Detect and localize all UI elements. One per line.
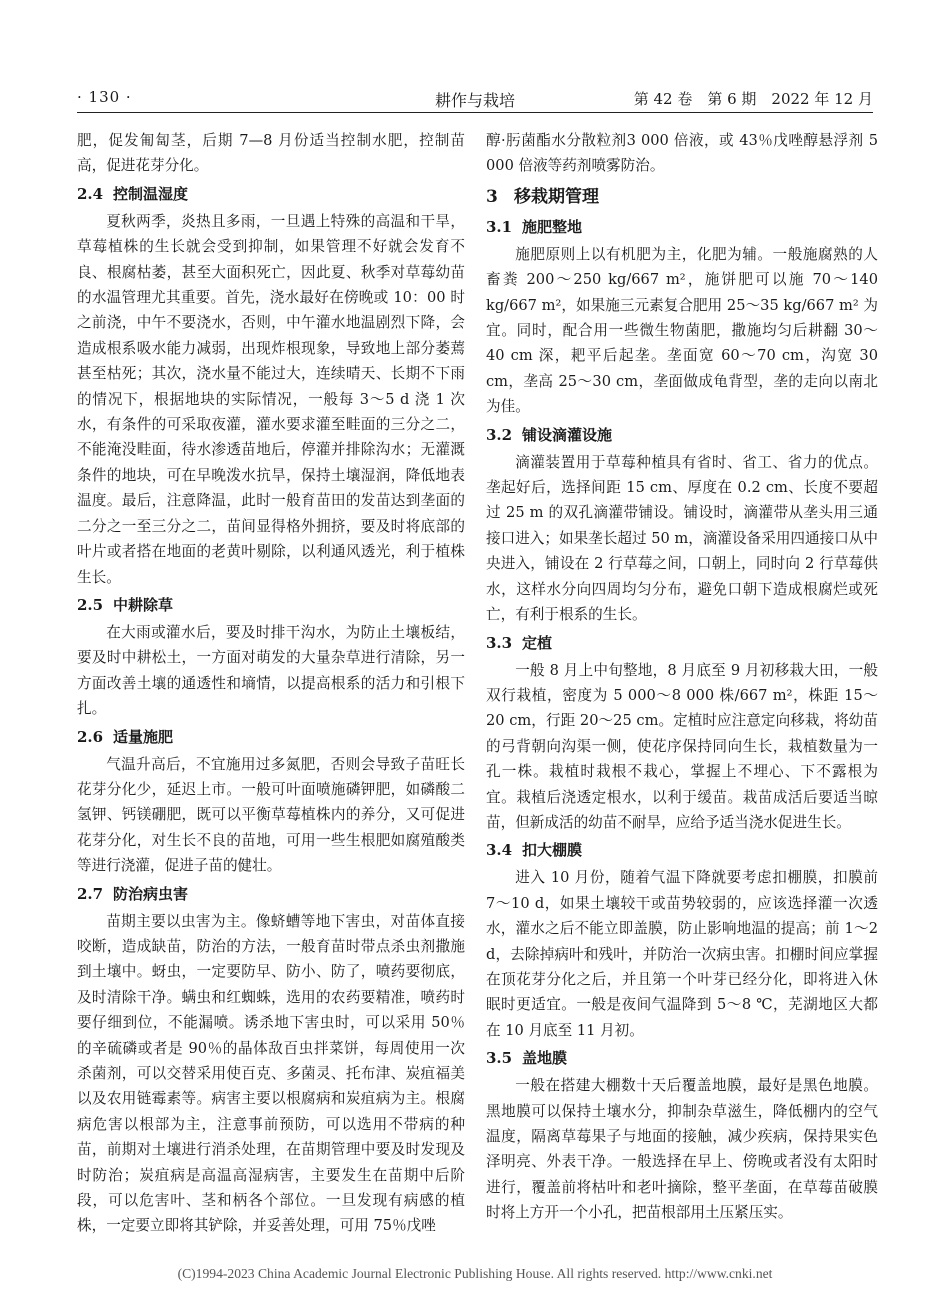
paragraph: 夏秋两季，炎热且多雨，一旦遇上特殊的高温和干旱，草莓植株的生长就会受到抑制，如果管理不好就会发育不良、根腐枯萎，甚至大面积死亡，因此夏、秋季对草莓幼苗的水温管理尤其重要。首先，浇水最好在傍晚或 10：00 时之前浇，中午不要浇水，否则，中午灌水地温剧烈下降，会造成根系吸水能力减弱，出现炸根现象，导致地上部分萎蔫甚至枯死；其次，浇水量不能过大，连续晴天、长期不下雨的情况下，根据地块的实际情况，一般每 3～5 d 浇 1 次水，有条件的可采取夜灌，灌水要求灌至畦面的三分之二，不能淹没畦面，待水渗透苗地后，停灌并排除沟水；无灌溉条件的地块，可在早晚泼水抗旱，保持土壤湿润，降低地表温度。最后，注意降温，此时一般育苗田的发苗达到垄面的二分之一至三分之二，苗间显得格外拥挤，要及时将底部的叶片或者搭在地面的老黄叶剔除，以利通风透光，利于植株生长。 xyxy=(77,212,465,586)
section-number: 3.1 xyxy=(486,217,513,236)
section-number: 2.7 xyxy=(77,884,104,903)
section-heading xyxy=(486,838,878,863)
section-heading xyxy=(486,215,878,240)
section-number: 3.5 xyxy=(486,1049,513,1068)
paragraph: 在大雨或灌水后，要及时排干沟水，为防止土壤板结，要及时中耕松土，一方面对萌发的大量杂草进行清除，另一方面改善土壤的通透性和墒情，以提高根系的活力和引根下扎。 xyxy=(77,623,465,718)
section-number: 2.4 xyxy=(77,184,104,203)
paragraph: 施肥原则上以有机肥为主，化肥为辅。一般施腐熟的人畜粪 200～250 kg/667 m²，施饼肥可以施 70～140 kg/667 m²，如果施三元素复合肥用 25～35 kg/667 m² 为宜。同时，配合用一些微生物菌肥，撒施均匀后耕翻 30～40 cm 深，耙平后起垄。垄面宽 60～70 cm，沟宽 30 cm，垄高 25～30 cm，垄面做成龟背型，垄的走向以南北为佳。 xyxy=(486,245,878,416)
section-heading xyxy=(486,423,878,448)
section-heading xyxy=(77,882,465,907)
paragraph: 醇·肟菌酯水分散粒剂3 000 倍液，或 43％戊唑醇悬浮剂 5 000 倍液等药剂喷雾防治。 xyxy=(486,132,878,175)
section-title: 定植 xyxy=(522,633,553,652)
journal-title: 耕作与栽培 xyxy=(434,91,515,110)
paragraph: 一般在搭建大棚数十天后覆盖地膜，最好是黑色地膜。黑地膜可以保持土壤水分，抑制杂草滋生，降低棚内的空气温度，隔离草莓果子与地面的接触，减少疾病，保持果实色泽明亮、外表干净。一般选择在早上、傍晚或者没有太阳时进行，覆盖前将枯叶和老叶摘除，整平垄面，在草莓苗破膜时将上方开一个小孔，把苗根部用土压紧压实。 xyxy=(486,1077,878,1222)
section-title: 扣大棚膜 xyxy=(522,841,583,860)
left-column xyxy=(77,128,465,1239)
paragraph: 苗期主要以虫害为主。像蛴螬等地下害虫，对苗体直接咬断，造成缺苗，防治的方法，一般育苗时带点杀虫剂撒施到土壤中。蚜虫，一定要防早、防小、防了，喷药要彻底，及时清除干净。螨虫和红蜘蛛，选用的农药要精准，喷药时要仔细到位，不能漏喷。诱杀地下害虫时，可以采用 50％的辛硫磷或者是 90％的晶体敌百虫拌菜饼，每周使用一次杀菌剂，可以交替采用使百克、多菌灵、托布津、炭疽福美以及农用链霉素等。病害主要以根腐病和炭疽病为主。根腐病危害以根部为主，注意事前预防，可以选用不带病的种苗，前期对土壤进行消杀处理，在苗期管理中要及时发现及时防治；炭疽病是高温高湿病害，主要发生在苗期中后阶段，可以危害叶、茎和柄各个部位。一旦发现有病感的植株，一定要立即将其铲除，并妥善处理，可用 75％戊唑 xyxy=(77,912,465,1235)
section-title: 盖地膜 xyxy=(522,1049,568,1068)
section-heading xyxy=(77,725,465,750)
section-number: 3.4 xyxy=(486,841,513,860)
chapter-heading xyxy=(486,183,878,211)
chapter-title: 移栽期管理 xyxy=(514,186,599,207)
section-title: 控制温湿度 xyxy=(113,184,189,203)
paragraph: 进入 10 月份，随着气温下降就要考虑扣棚膜，扣膜前 7～10 d，如果土壤较干或苗势较弱的，应该选择灌一次透水，灌水之后不能立即盖膜，防止影响地温的提高；前 1～2 d，去除掉病叶和残叶，并防治一次病虫害。扣棚时间应掌握在顶花芽分化之后，并且第一个叶芽已经分化，即将进入休眠时更适宜。一般是夜间气温降到 5～8 ℃，芜湖地区大都在 10 月底至 11 月初。 xyxy=(486,869,878,1039)
paragraph: 滴灌装置用于草莓种植具有省时、省工、省力的优点。垄起好后，选择间距 15 cm、厚度在 0.2 cm、长度不要超过 25 m 的双孔滴灌带铺设。铺设时，滴灌带从垄头用三通接口进入；如果垄长超过 50 m，滴灌设备采用四通接口从中央进入，铺设在 2 行草莓之间，口朝上，同时向 2 行草莓供水，这样水分向四周均匀分布，避免口朝下造成根腐烂或死亡，有利于根系的生长。 xyxy=(486,453,878,624)
page-number: · 130 · xyxy=(77,88,132,106)
paragraph: 一般 8 月上中旬整地，8 月底至 9 月初移栽大田，一般双行栽植，密度为 5 000～8 000 株/667 m²，株距 15～20 cm，行距 20～25 cm。定植时应注意定向移栽，将幼苗的弓背朝向沟渠一侧，使花序保持同向生长，栽植数量为一孔一株。栽植时栽根不栽心，掌握上不埋心、下不露根为宜。栽植后浇透定根水，以利于缓苗。栽苗成活后要适当晾苗，但新成活的幼苗不耐旱，应给予适当浇水促进生长。 xyxy=(486,661,878,831)
section-heading xyxy=(77,593,465,618)
section-heading xyxy=(77,182,465,207)
section-title: 适量施肥 xyxy=(113,727,174,746)
section-title: 施肥整地 xyxy=(522,217,583,236)
section-title: 铺设滴灌设施 xyxy=(522,425,613,444)
section-number: 3.2 xyxy=(486,425,513,444)
chapter-number: 3 xyxy=(486,186,498,207)
section-heading xyxy=(486,1046,878,1071)
header-rule xyxy=(77,112,873,113)
issue-info: 第 42 卷 第 6 期 2022 年 12 月 xyxy=(633,90,873,108)
right-column xyxy=(486,128,878,1226)
section-number: 2.6 xyxy=(77,727,104,746)
section-number: 2.5 xyxy=(77,595,104,614)
section-title: 防治病虫害 xyxy=(113,884,189,903)
section-title: 中耕除草 xyxy=(113,595,174,614)
section-number: 3.3 xyxy=(486,633,513,652)
running-header xyxy=(77,84,873,114)
paragraph: 肥，促发匍匐茎，后期 7—8 月份适当控制水肥，控制苗高，促进花芽分化。 xyxy=(77,132,465,175)
paragraph: 气温升高后，不宜施用过多氮肥，否则会导致子苗旺长花芽分化少，延迟上市。一般可叶面喷施磷钾肥，如磷酸二氢钾、钙镁硼肥，既可以平衡草莓植株内的养分，又可促进花芽分化，对生长不良的苗地，可用一些生根肥如腐殖酸类等进行浇灌，促进子苗的健壮。 xyxy=(77,755,465,875)
section-heading xyxy=(486,631,878,656)
copyright-footer: (C)1994-2023 China Academic Journal Electronic Publishing House. All rights reserved. http://www.cnki.net xyxy=(177,1266,773,1281)
